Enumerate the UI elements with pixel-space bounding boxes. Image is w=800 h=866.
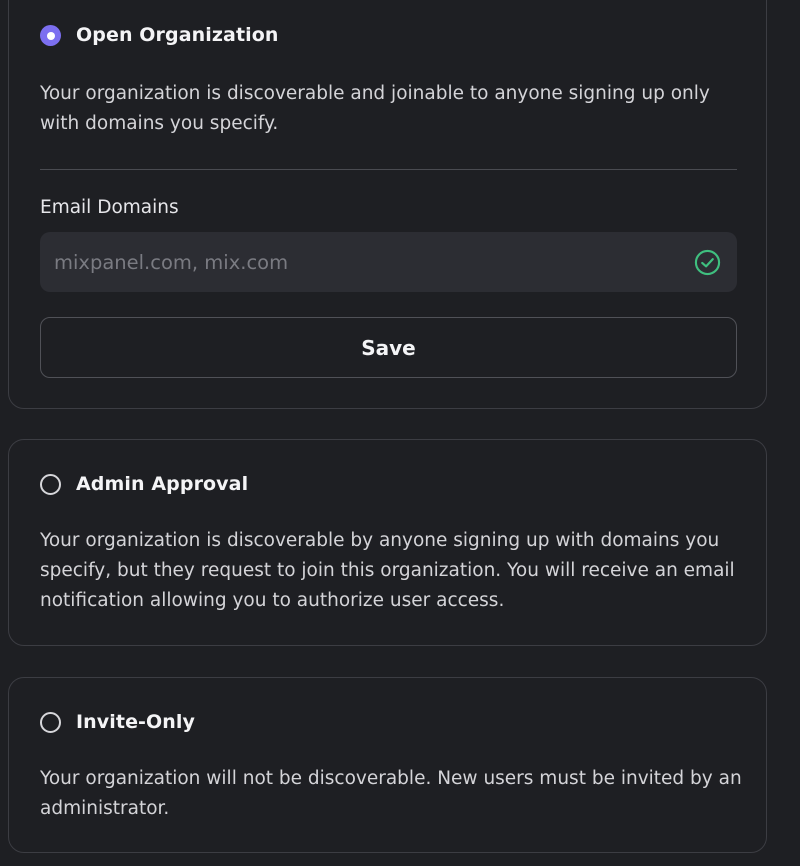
open-organization-option[interactable] xyxy=(40,24,279,46)
email-domains-label: Email Domains xyxy=(40,197,179,218)
admin-approval-description: Your organization is discoverable by anyone signing up with domains you specify, but they request to join this organization. You will receive an email notification allowing you to authorize user access. xyxy=(40,530,735,611)
save-button[interactable]: Save xyxy=(40,317,737,378)
admin-approval-option[interactable] xyxy=(40,473,248,495)
radio-unselected-icon[interactable] xyxy=(40,712,61,733)
invite-only-option[interactable] xyxy=(40,711,195,733)
open-organization-card xyxy=(8,0,767,409)
radio-unselected-icon[interactable] xyxy=(40,474,61,495)
divider xyxy=(40,169,737,170)
invite-only-label: Invite-Only xyxy=(76,711,196,733)
invite-only-card xyxy=(8,677,767,853)
radio-selected-icon[interactable] xyxy=(40,25,61,46)
open-organization-label: Open Organization xyxy=(76,24,279,46)
open-organization-description: Your organization is discoverable and joinable to anyone signing up only with domains you specify. xyxy=(40,83,710,134)
admin-approval-card xyxy=(8,439,767,646)
email-domains-input[interactable] xyxy=(40,232,680,292)
check-circle-icon xyxy=(694,249,721,276)
invite-only-description: Your organization will not be discoverable. New users must be invited by an administrator. xyxy=(40,768,742,819)
admin-approval-label: Admin Approval xyxy=(76,473,249,495)
email-domains-field xyxy=(40,232,737,292)
